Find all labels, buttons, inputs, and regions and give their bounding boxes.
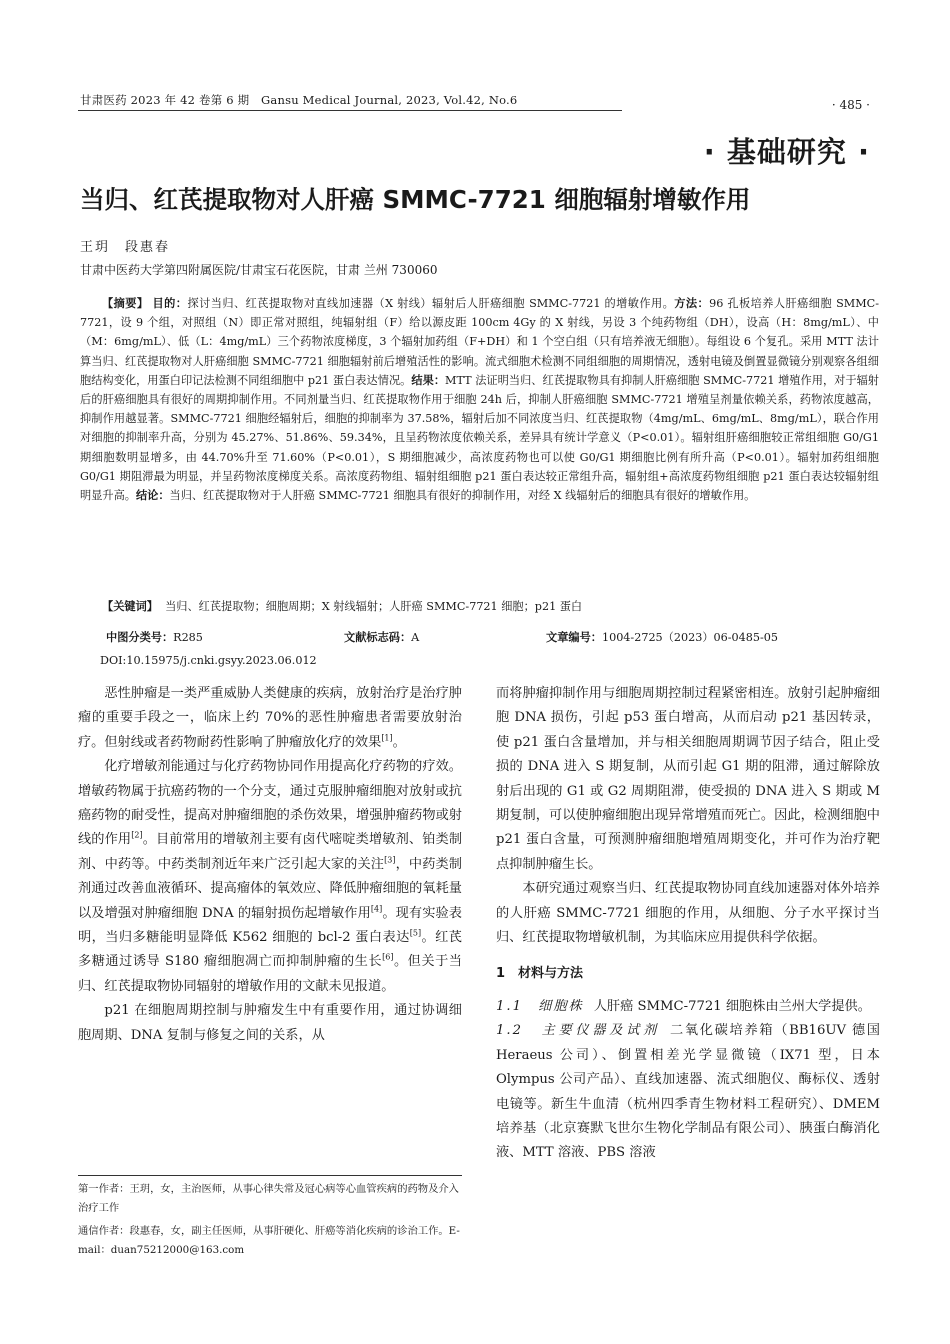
- ref-3: [3]: [384, 855, 396, 865]
- keywords: [80, 598, 879, 614]
- clc-number: 中图分类号：R285: [106, 631, 203, 644]
- footnote-first-author: 第一作者：王玥，女，主治医师，从事心律失常及冠心病等心血管疾病的药物及介入治疗工作: [78, 1183, 459, 1214]
- subsection-1-1: 1.1 细胞株 人肝癌 SMMC-7721 细胞株由兰州大学提供。: [496, 998, 871, 1014]
- ref-1: [1]: [381, 733, 393, 743]
- journal-header: 甘肃医药 2023 年 42 卷第 6 期 Gansu Medical Journal, 2023, Vol.42, No.6: [80, 93, 518, 107]
- article-title: 当归、红芪提取物对人肝癌 SMMC-7721 细胞辐射增敏作用: [80, 185, 751, 214]
- page-number: · 485 ·: [831, 98, 870, 112]
- footnote-corresponding-author: 通信作者：段惠春，女，副主任医师，从事肝硬化、肝癌等消化疾病的诊治工作。E-mail：duan75212000@163.com: [78, 1225, 460, 1256]
- subsection-1-2: 1.2 主要仪器及试剂 二氧化碳培养箱（BB16UV 德国 Heraeus 公司）、倒置相差光学显微镜（IX71 型，日本 Olympus 公司产品）、直线加速器、流式细胞仪、酶标仪、透射电镜等。新生牛血清（杭州四季青生物材料工程研究）、DMEM 培养基（北京赛默飞世尔生物化学制品有限公司）、胰蛋白酶消化液、MTT 溶液、PBS 溶液: [496, 1023, 880, 1161]
- section-banner: · 基础研究 ·: [703, 135, 870, 169]
- objective-text: 探讨当归、红芪提取物对直线加速器（X 射线）辐射后人肝癌细胞 SMMC-7721 的增敏作用。: [187, 297, 675, 310]
- article-number: 文章编号：1004-2725（2023）06-0485-05: [546, 631, 779, 644]
- document-code: 文献标志码：A: [344, 631, 420, 644]
- affiliation: 甘肃中医药大学第四附属医院/甘肃宝石花医院，甘肃 兰州 730060: [80, 263, 438, 277]
- footnote-rule: [78, 1175, 462, 1176]
- doi: DOI:10.15975/j.cnki.gsyy.2023.06.012: [100, 654, 317, 667]
- keywords-label: 【关键词】: [102, 600, 158, 613]
- objective-label: 目的：: [152, 297, 188, 310]
- paragraph: 恶性肿瘤是一类严重威胁人类健康的疾病，放射治疗是治疗肿瘤的重要手段之一，临床上约 70%的恶性肿瘤患者需要放射治疗。但射线或者药物耐药性影响了肿瘤放化疗的效果[1]。: [78, 686, 462, 750]
- authors: 王玥 段惠春: [80, 240, 171, 255]
- results-text: MTT 法证明当归、红芪提取物具有抑制人肝癌细胞 SMMC-7721 增殖作用，对于辐射后的肝癌细胞具有很好的周期抑制作用。不同剂量当归、红芪提取物作用于细胞 24h 后，抑制人肝癌细胞 SMMC-7721 增殖呈剂量依赖关系，药物浓度越高，抑制作用越显著。SMMC-7721 细胞经辐射后，细胞的抑制率为 37.58%，辐射后加不同浓度当归、红芪提取物（4mg/mL、6mg/mL、8mg/mL），联合作用对细胞的抑制率升高，分别为 45.27%、51.86%、59.34%，且呈药物浓度依赖关系，差异具有统计学意义（P<0.01）。辐射组肝癌细胞较正常组细胞 G0/G1 期细胞数明显增多，由 44.70%升至 71.60%（P<0.01），S 期细胞减少，高浓度药物也可以使 G0/G1 期细胞比例有所升高（P<0.01）。辐射加药组细胞 G0/G1 期阻滞最为明显，并呈药物浓度梯度关系。高浓度药物组、辐射组细胞 p21 蛋白表达较正常组升高，辐射组+高浓度药物组细胞 p21 蛋白表达较辐射组明显升高。: [80, 373, 879, 503]
- abstract-label: 【摘要】: [102, 297, 149, 310]
- keywords-text: 当归、红芪提取物；细胞周期；X 射线辐射；人肝癌 SMMC-7721 细胞；p21 蛋白: [165, 600, 583, 613]
- methods-text: 96 孔板培养人肝癌细胞 SMMC-7721，设 9 个组，对照组（N）即正常对照组，纯辐射组（F）给以源皮距 100cm 4Gy 的 X 射线，另设 3 个纯药物组（DH），设高（H：8mg/mL）、中（M：6mg/mL）、低（L：4mg/mL）三个药物浓度梯度，3 个辐射加药组（F+DH）和 1 个空白组（只有培养液无细胞）。每组设 6 个复孔。采用 MTT 法计算当归、红芪提取物对人肝癌细胞 SMMC-7721 细胞辐射前后增殖活性的影响。流式细胞术检测不同组细胞的周期情况，透射电镜及倒置显微镜分别观察各组细胞结构变化，用蛋白印记法检测不同组细胞中 p21 蛋白表达情况。: [80, 297, 879, 387]
- paragraph: p21 在细胞周期控制与肿瘤发生中有重要作用，通过协调细胞周期、DNA 复制与修复之间的关系，从: [78, 1003, 462, 1043]
- header-rule: [78, 110, 622, 111]
- paragraph: 而将肿瘤抑制作用与细胞周期控制过程紧密相连。放射引起肿瘤细胞 DNA 损伤，引起 p53 蛋白增高，从而启动 p21 基因转录，使 p21 蛋白含量增加，并与相关细胞周期调节因子结合，阻止受损的 DNA 进入 S 期复制，从而引起 G1 期的阻滞，通过解除放射后出现的 G1 或 G2 周期阻滞，使受损的 DNA 进入 S 期或 M 期复制，可以使肿瘤细胞出现异常增殖而死亡。因此，检测细胞中 p21 蛋白含量，可预测肿瘤细胞增殖周期变化，并可作为治疗靶点抑制肿瘤生长。: [496, 686, 880, 872]
- ref-4: [4]: [370, 904, 383, 914]
- conclusion-text: 当归、红芪提取物对于人肝癌 SMMC-7721 细胞具有很好的抑制作用，对经 X 线辐射后的细胞具有很好的增敏作用。: [169, 489, 756, 503]
- ref-6: [6]: [382, 953, 394, 963]
- ref-5: [5]: [409, 928, 422, 938]
- paragraph: 本研究通过观察当归、红芪提取物协同直线加速器对体外培养的人肝癌 SMMC-7721 细胞的作用，从细胞、分子水平探讨当归、红芪提取物增敏机制，为其临床应用提供科学依据。: [496, 881, 880, 946]
- conclusion-label: 结论：: [135, 489, 170, 503]
- abstract: [80, 294, 879, 505]
- body-left-column: [78, 682, 462, 1162]
- methods-label: 方法：: [674, 297, 710, 310]
- results-label: 结果：: [411, 373, 446, 387]
- ref-2: [2]: [131, 831, 143, 841]
- body-right-column: [496, 682, 880, 1262]
- section-heading: 1 材料与方法: [496, 966, 584, 982]
- paragraph: 化疗增敏剂能通过与化疗药物协同作用提高化疗药物的疗效。增敏药物属于抗癌药物的一个分支，通过克服肿瘤细胞对放射或抗癌药物的耐受性，提高对肿瘤细胞的杀伤效果，增强肿瘤药物或射线的作用[2]。目前常用的增敏剂主要有卤代嘧啶类增敏剂、铂类制剂、中药等。中药类制剂近年来广泛引起大家的关注[3]，中药类制剂通过改善血液循环、提高瘤体的氧效应、降低肿瘤细胞的氧耗量以及增强对肿瘤细胞 DNA 的辐射损伤起增敏作用[4]。现有实验表明，当归多糖能明显降低 K562 细胞的 bcl-2 蛋白表达[5]。红芪多糖通过诱导 S180 瘤细胞凋亡而抑制肿瘤的生长[6]。但关于当归、红芪提取物协同辐射的增敏作用的文献未见报道。: [78, 759, 462, 994]
